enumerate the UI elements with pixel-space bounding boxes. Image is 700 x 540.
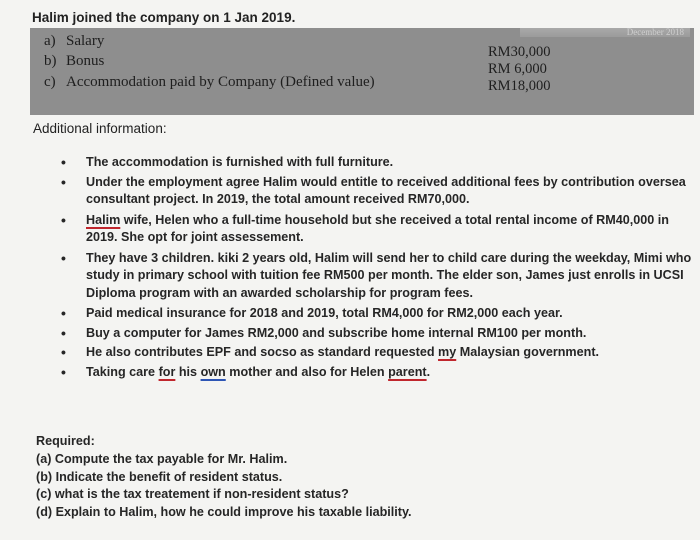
underlined-word: parent <box>388 364 427 379</box>
underlined-word: my <box>438 345 457 359</box>
bullet-icon: • <box>61 211 66 228</box>
list-item-text: Paid medical insurance for 2018 and 2019, total RM4,000 for RM2,000 each year. <box>86 306 563 320</box>
list-item-text: wife, Helen who a full-time household but she received a total rental income of RM40,000 in 2019. She opt for joint assessement. <box>86 212 669 244</box>
bullet-icon: • <box>61 154 66 170</box>
required-section <box>36 433 412 522</box>
bullet-icon: • <box>61 249 66 266</box>
underlined-word: own <box>200 364 226 379</box>
list-item <box>0 344 700 362</box>
list-item <box>0 174 700 209</box>
list-item-text: They have 3 children. kiki 2 years old, Halim will send her to child care during the weekday, Mimi who study in primary school with tuition fee RM500 per month. The elder son, James just enrolls in UCSI Diploma program with an awarded scholarship for program fees. <box>86 250 692 300</box>
required-item: (c) what is the tax treatement if non-resident status? <box>36 487 349 502</box>
underlined-word: for <box>158 364 176 379</box>
list-item <box>0 250 700 303</box>
list-item-text: . <box>426 364 431 379</box>
list-item-text: mother and also for Helen <box>225 364 389 379</box>
table-corner-text: December 2018 <box>520 28 690 37</box>
list-item-text: his <box>175 364 201 379</box>
amount-accommodation: RM18,000 <box>488 78 551 94</box>
list-item-text: Malaysian government. <box>456 345 600 359</box>
item-label: Bonus <box>66 53 105 69</box>
list-item <box>0 212 700 247</box>
amount-bonus: RM 6,000 <box>488 61 547 77</box>
page-title: Halim joined the company on 1 Jan 2019. <box>32 10 296 25</box>
additional-info-list <box>0 154 700 381</box>
list-item-text: He also contributes EPF and socso as standard requested <box>86 345 439 359</box>
bullet-icon: • <box>61 173 66 190</box>
list-item-text: The accommodation is furnished with full furniture. <box>86 155 394 169</box>
bullet-icon: • <box>61 344 66 360</box>
table-row-bonus <box>44 53 104 70</box>
list-item <box>0 325 700 343</box>
item-label: Salary <box>66 33 105 49</box>
list-item-text: Buy a computer for James RM2,000 and subscribe home internal RM100 per month. <box>86 325 587 340</box>
list-item <box>0 305 700 323</box>
required-heading: Required: <box>36 434 95 448</box>
required-item: (d) Explain to Halim, how he could improve his taxable liability. <box>36 505 412 520</box>
list-item-text: Taking care <box>86 364 159 379</box>
bullet-icon: • <box>61 363 66 380</box>
additional-info-heading: Additional information: <box>33 121 167 136</box>
bullet-icon: • <box>61 324 66 341</box>
table-row-salary <box>44 33 104 50</box>
amount-salary: RM30,000 <box>488 44 551 60</box>
item-marker: c) <box>44 74 56 90</box>
bullet-icon: • <box>61 305 66 321</box>
required-item: (b) Indicate the benefit of resident status. <box>36 469 283 484</box>
list-item <box>0 154 700 172</box>
list-item <box>0 364 700 382</box>
list-item-text: Under the employment agree Halim would entitle to received additional fees by contribution oversea consultant project. In 2019, the total amount received RM70,000. <box>86 174 686 206</box>
item-label: Accommodation paid by Company (Defined value) <box>66 74 375 90</box>
table-row-accommodation <box>44 74 375 91</box>
income-table <box>30 28 694 115</box>
required-item: (a) Compute the tax payable for Mr. Halim. <box>36 451 288 466</box>
underlined-word: Halim <box>86 212 121 227</box>
item-marker: b) <box>44 53 57 69</box>
item-marker: a) <box>44 33 56 49</box>
